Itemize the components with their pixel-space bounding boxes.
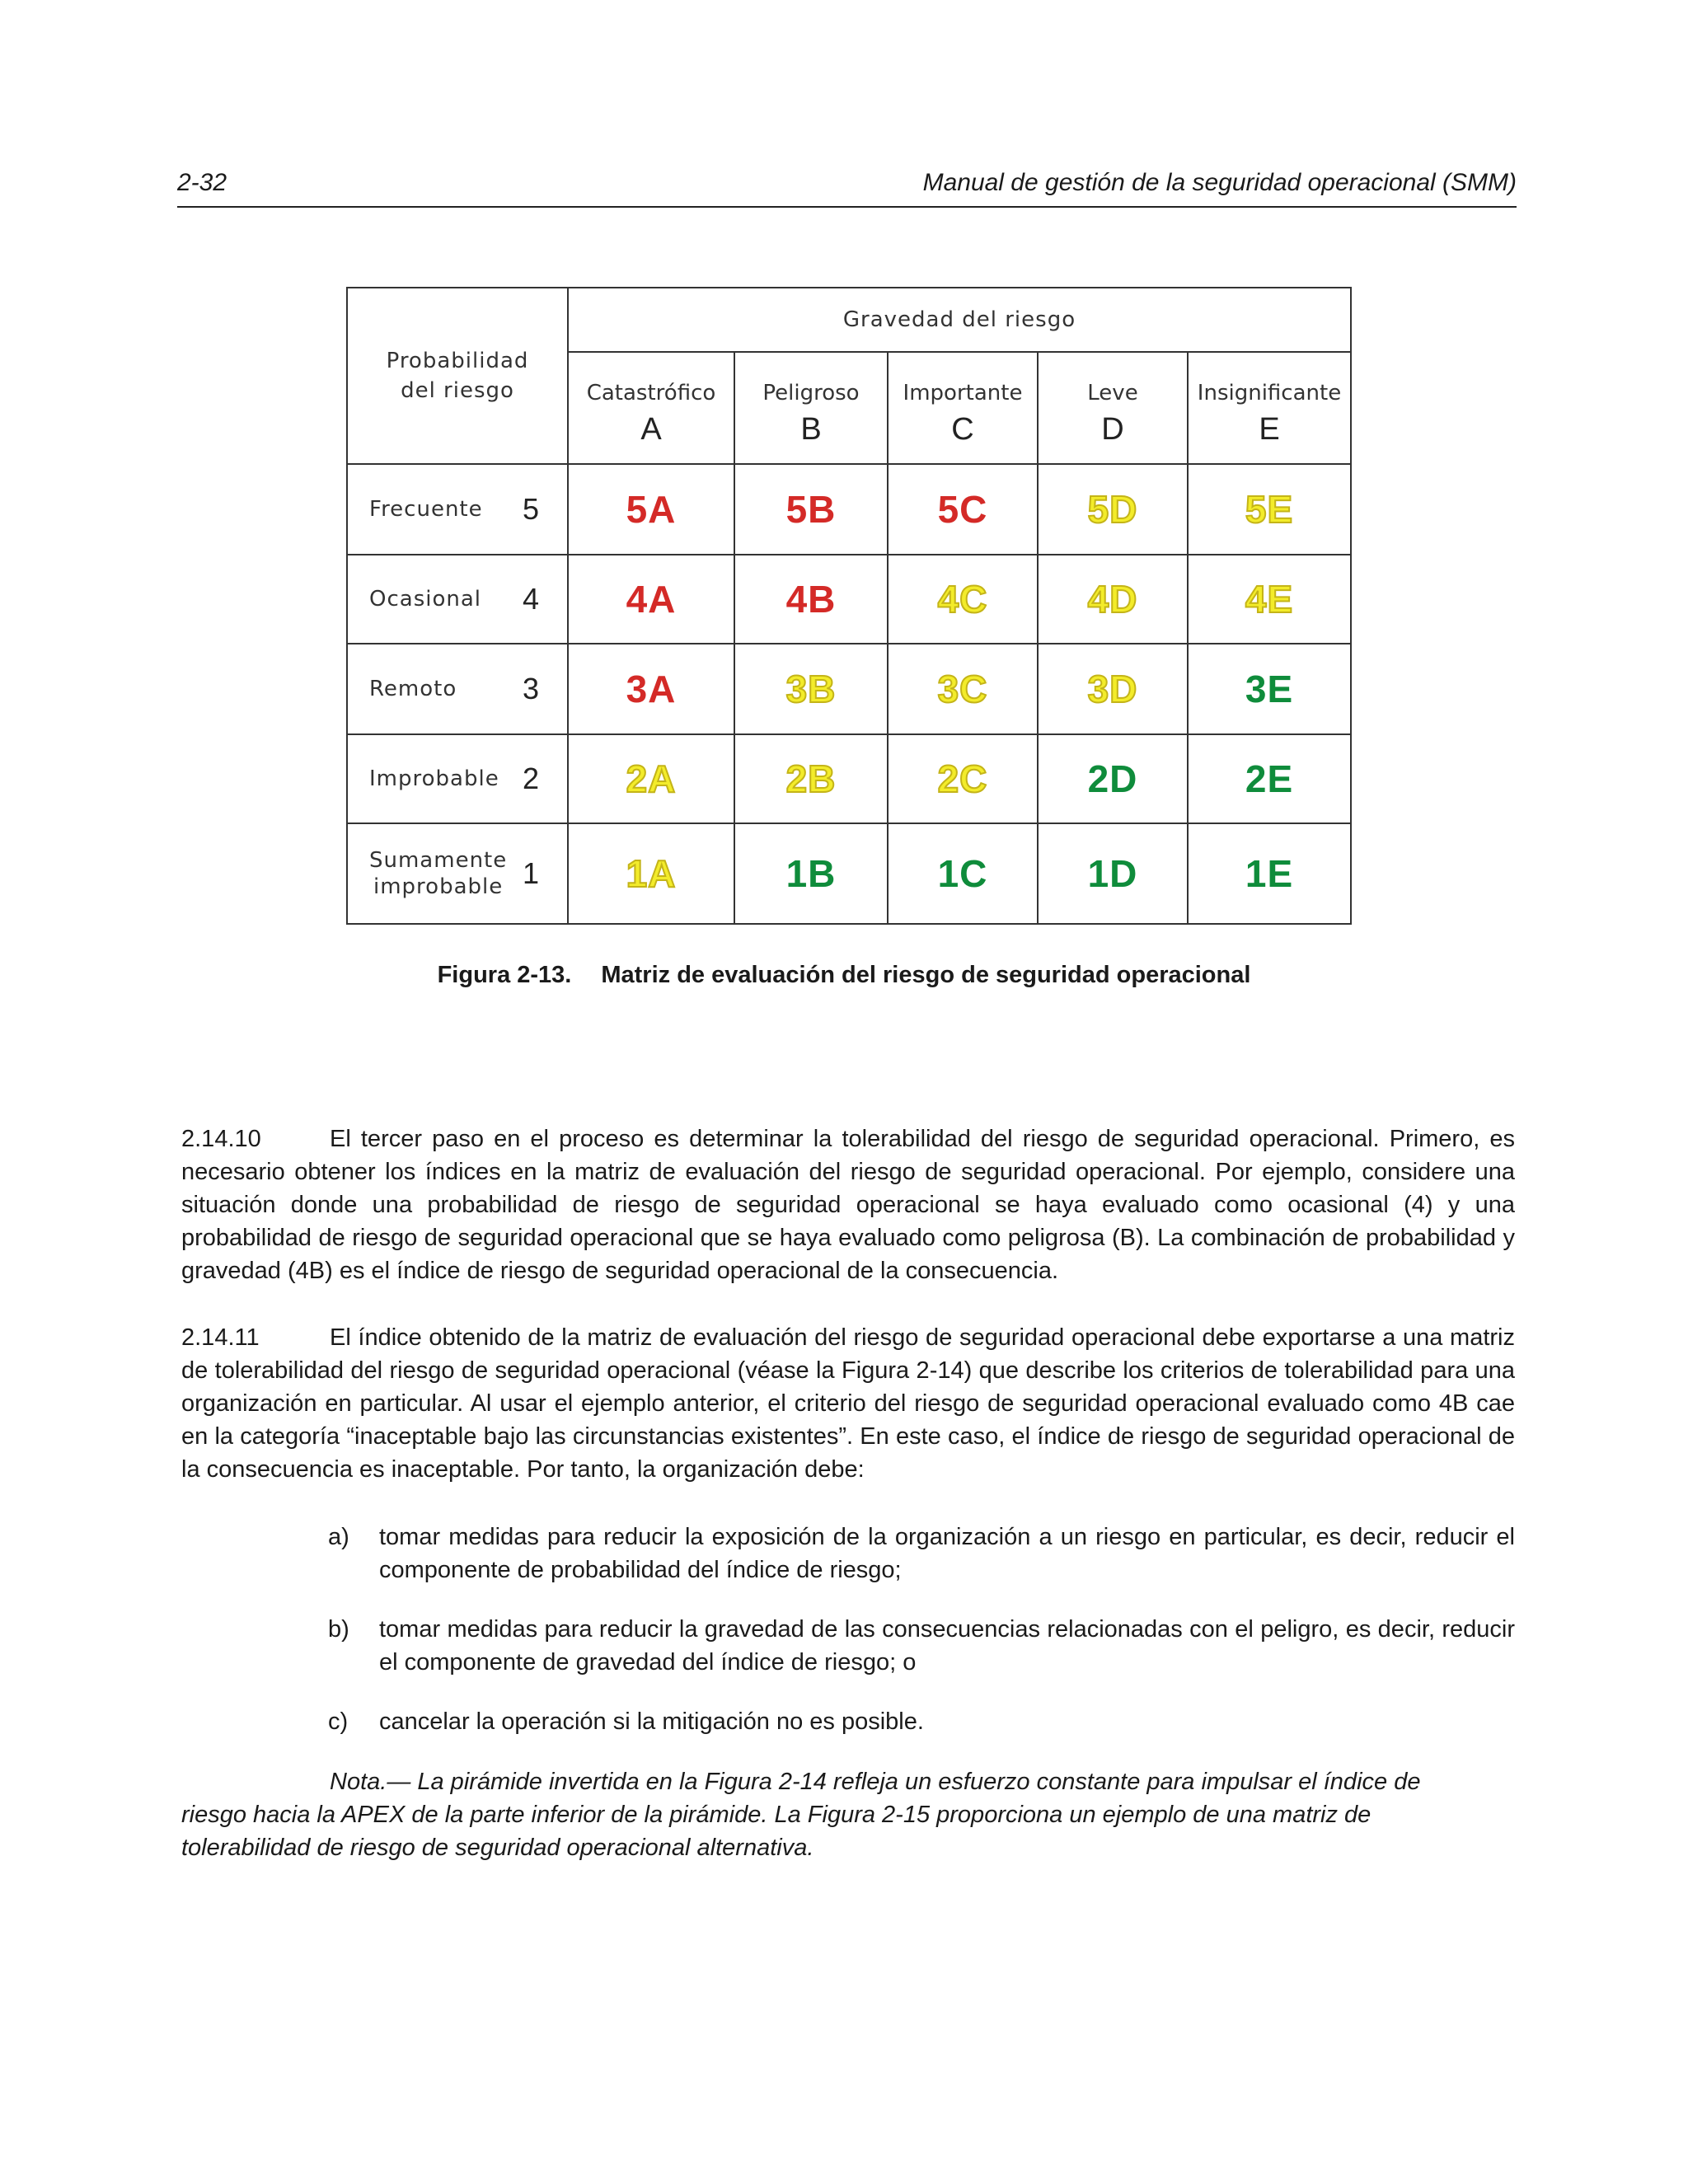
severity-name: Importante [903,380,1023,405]
list-text: cancelar la operación si la mitigación no es posible. [379,1708,924,1735]
probability-name-line: improbable [373,874,504,899]
paragraph-text: El índice obtenido de la matriz de evaluación del riesgo de seguridad operacional debe exportarse a una matriz de tolerabilidad del riesgo de seguridad operacional (véase la Figura 2-14) que describe los criterios de tolerabilidad para una organización en particular. Al usar el ejemplo anterior, el criterio del riesgo de seguridad operacional evaluado como 4B cae en la categoría “inaceptable bajo las circunstancias existentes”. En este caso, el índice de riesgo de seguridad operacional de la consecuencia es inaceptable. Por tanto, la organización debe: [181,1324,1515,1483]
severity-letter: D [1101,411,1124,447]
severity-letter: B [800,411,822,447]
probability-header [347,288,568,464]
risk-cell: 4E [1188,555,1351,644]
probability-header-line: del riesgo [401,378,514,403]
risk-cell: 3D [1038,644,1188,734]
list-label: c) [328,1708,349,1735]
probability-number: 2 [522,762,539,795]
severity-letter: E [1259,411,1280,447]
severity-col-c [888,352,1038,464]
probability-header-line: Probabilidad [386,349,529,373]
severity-name: Catastrófico [586,380,716,405]
list-label: b) [328,1616,349,1643]
note [181,1765,1475,1864]
matrix-row-5 [347,464,1351,555]
risk-assessment-matrix [346,287,1352,925]
severity-name: Insignificante [1197,380,1342,405]
matrix-row-1 [347,823,1351,924]
probability-name: Remoto [369,677,457,701]
list-item-b [328,1613,1515,1679]
matrix-row-3 [347,644,1351,734]
risk-cell: 1C [888,823,1038,924]
row-label [347,644,568,734]
risk-cell: 5A [568,464,734,555]
figure-label: Figura 2-13. [437,962,572,988]
risk-cell: 1B [734,823,888,924]
page-header [177,165,1517,208]
probability-name: Improbable [369,766,499,791]
list-text: tomar medidas para reducir la exposición de la organización a un riesgo en particular, es decir, reducir el componente de probabilidad del índice de riesgo; [379,1524,1515,1583]
severity-name: Leve [1087,380,1138,405]
list-item-a [328,1521,1515,1586]
risk-cell: 2C [888,734,1038,823]
row-label [347,823,568,924]
list-label: a) [328,1524,349,1550]
risk-cell: 3E [1188,644,1351,734]
paragraph-text: El tercer paso en el proceso es determinar la tolerabilidad del riesgo de seguridad operacional. Primero, es necesario obtener los índices en la matriz de evaluación del riesgo de seguridad operacional. Por ejemplo, considere una situación donde una probabilidad de riesgo de seguridad operacional se haya evaluado como ocasional (4) y una probabilidad de riesgo de seguridad operacional que se haya evaluado como peligrosa (B). La combinación de probabilidad y gravedad (4B) es el índice de riesgo de seguridad operacional de la consecuencia. [181,1126,1515,1284]
figure-caption [0,962,1688,989]
risk-cell: 1D [1038,823,1188,924]
severity-header: Gravedad del riesgo [568,288,1351,352]
risk-cell: 3A [568,644,734,734]
probability-name-line: Sumamente [369,848,508,873]
paragraph-number: 2.14.11 [181,1324,260,1351]
risk-cell: 1E [1188,823,1351,924]
risk-cell: 5D [1038,464,1188,555]
figure-title: Matriz de evaluación del riesgo de seguridad operacional [601,962,1251,988]
risk-cell: 1A [568,823,734,924]
list-text: tomar medidas para reducir la gravedad de las consecuencias relacionadas con el peligro, es decir, reducir el componente de gravedad del índice de riesgo; o [379,1616,1515,1675]
document-title: Manual de gestión de la seguridad operacional (SMM) [922,169,1517,196]
probability-number: 5 [522,492,539,526]
risk-cell: 2A [568,734,734,823]
paragraph-2-14-10 [181,1122,1515,1287]
probability-number: 1 [522,856,539,890]
matrix-row-4 [347,555,1351,644]
risk-cell: 2B [734,734,888,823]
severity-col-d [1038,352,1188,464]
severity-col-b [734,352,888,464]
probability-name: Ocasional [369,587,482,612]
note-text: Nota.— La pirámide invertida en la Figura 2-14 refleja un esfuerzo constante para impulsar el índice de riesgo hacia la APEX de la parte inferior de la pirámide. La Figura 2-15 proporciona un ejemplo de una matriz de tolerabilidad de riesgo de seguridad operacional alternativa. [181,1769,1421,1861]
risk-cell: 5C [888,464,1038,555]
probability-number: 3 [522,672,539,705]
list-item-c [328,1705,1515,1738]
severity-letter: A [640,411,662,447]
risk-cell: 3B [734,644,888,734]
probability-name [369,847,507,900]
row-label [347,734,568,823]
risk-cell: 2D [1038,734,1188,823]
paragraph-2-14-11 [181,1321,1515,1486]
risk-cell: 5B [734,464,888,555]
risk-cell: 5E [1188,464,1351,555]
row-label [347,464,568,555]
risk-cell: 4A [568,555,734,644]
row-label [347,555,568,644]
risk-cell: 4C [888,555,1038,644]
probability-number: 4 [522,582,539,616]
probability-name: Frecuente [369,497,483,522]
risk-cell: 4B [734,555,888,644]
paragraph-number: 2.14.10 [181,1126,261,1152]
severity-col-a [568,352,734,464]
risk-cell: 2E [1188,734,1351,823]
severity-name: Peligroso [762,380,860,405]
page-number: 2-32 [177,169,227,196]
risk-cell: 4D [1038,555,1188,644]
risk-cell: 3C [888,644,1038,734]
severity-letter: C [951,411,974,447]
severity-col-e [1188,352,1351,464]
matrix-row-2 [347,734,1351,823]
